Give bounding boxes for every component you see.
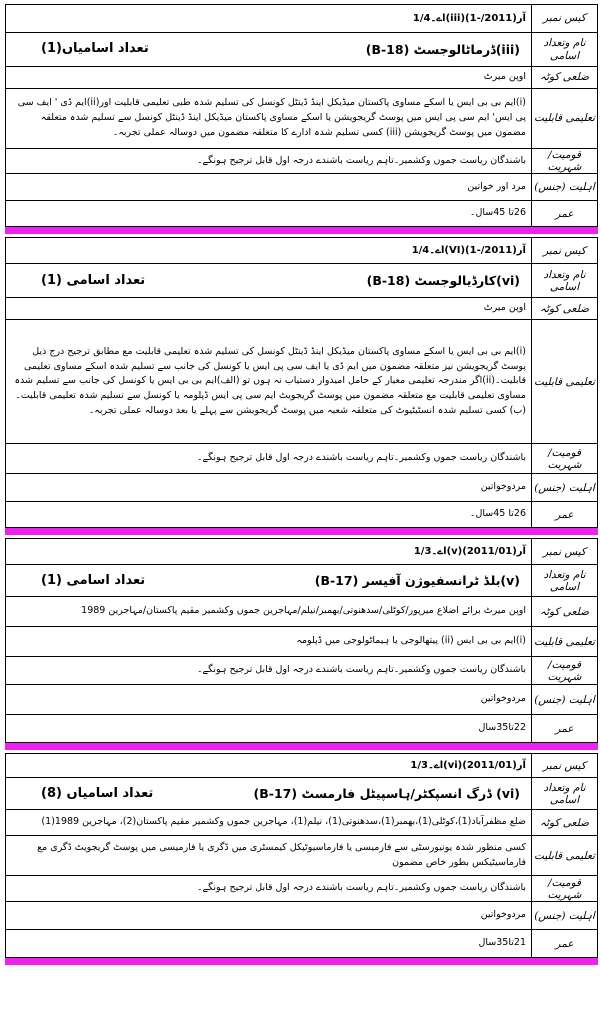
district-quota-label: ضلعی کوٹہ: [532, 810, 598, 836]
case-table: [5, 237, 598, 528]
post-title: (iii)ڈرماٹالوجسٹ (B-18): [365, 41, 520, 57]
post-name-label: نام وتعداد اسامی: [532, 33, 598, 67]
eligibility-value: مرد اور خواتین: [6, 174, 532, 201]
post-count: تعداد اسامیاں(1): [41, 41, 149, 57]
district-quota-value: اوپن میرٹ برائے اضلاع میرپور/کوٹلی/سدھنوتی/بھمبر/نیلم/مہاجرین جموں وکشمیر مقیم پاکستان/مہاجرین 1989: [6, 597, 532, 627]
case-table: [5, 4, 598, 227]
case-block-2: [5, 237, 598, 535]
post-count: تعداد اسامیاں (8): [41, 785, 154, 801]
qualification-label: تعلیمی قابلیت: [532, 627, 598, 657]
eligibility-value: مردوخواتین: [6, 685, 532, 715]
qualification-value: (i)ایم بی بی ایس (ii) پیتھالوجی یا ہیماٹولوجی میں ڈپلومہ: [6, 627, 532, 657]
post-title: (vi) ڈرگ انسپکٹر/ہاسپیٹل فارمسٹ (B-17): [253, 785, 520, 801]
case-no-value: اے۔1/4(iii)آر(2011/-1): [412, 12, 526, 24]
case-no-value: اے۔1/3(vi)آر(2011/01): [410, 759, 526, 771]
eligibility-label: اہلیت (جنس): [532, 174, 598, 201]
qualification-label: تعلیمی قابلیت: [532, 320, 598, 444]
eligibility-label: اہلیت (جنس): [532, 685, 598, 715]
district-quota-label: ضلعی کوٹہ: [532, 298, 598, 320]
nationality-label: قومیت/شہریت: [532, 149, 598, 174]
district-quota-label: ضلعی کوٹہ: [532, 597, 598, 627]
case-block-4: [5, 753, 598, 965]
eligibility-label: اہلیت (جنس): [532, 902, 598, 930]
nationality-value: باشندگان ریاست جموں وکشمیر۔تاہم ریاست باشندے درجہ اول قابل ترجیح ہونگے۔: [6, 444, 532, 474]
district-quota-value: اوپن میرٹ: [6, 298, 532, 320]
age-value: 22تا35سال: [6, 715, 532, 743]
magenta-separator: [5, 528, 598, 535]
nationality-value: باشندگان ریاست جموں وکشمیر۔تاہم ریاست باشندے درجہ اول قابل ترجیح ہونگے۔: [6, 876, 532, 902]
magenta-separator: [5, 227, 598, 234]
magenta-separator: [5, 958, 598, 965]
post-count: تعداد اسامی (1): [41, 272, 146, 288]
case-no-label: کیس نمبر: [532, 238, 598, 264]
age-label: عمر: [532, 502, 598, 528]
qualification-label: تعلیمی قابلیت: [532, 89, 598, 149]
case-no-value: اے۔1/3(v)آر(2011/01): [413, 545, 526, 557]
age-label: عمر: [532, 201, 598, 227]
case-no-label: کیس نمبر: [532, 539, 598, 565]
qualification-label: تعلیمی قابلیت: [532, 836, 598, 876]
case-table: [5, 753, 598, 958]
district-quota-value: ضلع مظفرآباد(1)،کوٹلی(1)،بھمبر(1)،سدھنوتی(1)، نیلم(1)، مہاجرین جموں وکشمیر مقیم پاکستان(2)، مہاجرین 1989(1): [6, 810, 532, 836]
case-no-label: کیس نمبر: [532, 754, 598, 778]
eligibility-label: اہلیت (جنس): [532, 474, 598, 502]
post-name-label: نام وتعداد اسامی: [532, 778, 598, 810]
post-title: (v)بلڈ ٹرانسفیوژن آفیسر (B-17): [314, 572, 520, 588]
case-no-value: اے۔1/4(VI)آر(2011/-1): [411, 244, 526, 256]
district-quota-value: اوپن میرٹ: [6, 67, 532, 89]
case-block-3: [5, 538, 598, 750]
post-name-label: نام وتعداد اسامی: [532, 565, 598, 597]
age-label: عمر: [532, 715, 598, 743]
case-no-label: کیس نمبر: [532, 5, 598, 33]
eligibility-value: مردوخواتین: [6, 474, 532, 502]
age-value: 26تا 45سال۔: [6, 201, 532, 227]
age-value: 26تا 45سال۔: [6, 502, 532, 528]
case-block-1: [5, 4, 598, 234]
nationality-label: قومیت/شہریت: [532, 444, 598, 474]
post-name-label: نام وتعداد اسامی: [532, 264, 598, 298]
nationality-label: قومیت/شہریت: [532, 876, 598, 902]
eligibility-value: مردوخواتین: [6, 902, 532, 930]
post-count: تعداد اسامی (1): [41, 572, 146, 588]
district-quota-label: ضلعی کوٹہ: [532, 67, 598, 89]
nationality-label: قومیت/شہریت: [532, 657, 598, 685]
post-title: (vi)کارڈیالوجسٹ (B-18): [366, 272, 520, 288]
nationality-value: باشندگان ریاست جموں وکشمیر۔تاہم ریاست باشندے درجہ اول قابل ترجیح ہونگے۔: [6, 149, 532, 174]
qualification-value: کسی منظور شدہ یونیورسٹی سے فارمیسی یا فارماسیوٹیکل کیمسٹری میں ڈگری یا فارمیسی میں پوسٹ گریجویٹ ڈگری مع فارماسیٹیکس بطور خاص مضمون: [6, 836, 532, 876]
qualification-value: (i)ایم بی بی ایس یا اسکے مساوی پاکستان میڈیکل اینڈ ڈینٹل کونسل کی تسلیم شدہ طبی تعلیمی قابلیت اور(ii)ایم ڈی ' ایف سی پی ایس' ایم سی پی ایس میں پوسٹ گریجویشن یا اسکے مساوی پاکستان میڈیکل اینڈ ڈینٹل کونسل سے تسلیم شدہ متعلقہ مضمون میں پوسٹ گریجویشن (iii) کسی تسلیم شدہ ادارے کا متعلقہ مضمون میں دوسالہ عملی تجربہ۔: [6, 89, 532, 149]
age-value: 21تا35سال: [6, 930, 532, 958]
qualification-value: (i)ایم بی بی ایس یا اسکے مساوی پاکستان میڈیکل اینڈ ڈینٹل کونسل کی تسلیم شدہ تعلیمی قابلیت مع مطابق ترجیح درج ذیل پوسٹ گریجویشن نیز متعلقہ مضمون میں ایم ڈی یا ایف سی پی ایس یا کونسل کی جانب سے تسلیم شدہ اسکے مساوی تعلیمی قابلیت۔(ii)اگر مندرجہ تعلیمی معیار کے حامل امیدوار دستیاب نہ ہوں تو (الف)ایم بی بی ایس یا کونسل کی جانب سے تسلیم شدہ مساوی تعلیمی قابلیت مع متعلقہ مضمون میں پوسٹ گریجویٹ ایم سی پی ایس ڈپلومہ یا کونسل سے تسلیم شدہ تعلیمی قابلیت۔(ب) کسی تسلیم شدہ انسٹیٹیوٹ کی متعلقہ شعبہ میں پوسٹ گریجویشن سے پہلے یا بعد دوسالہ عملی تجربہ۔: [6, 320, 532, 444]
magenta-separator: [5, 743, 598, 750]
age-label: عمر: [532, 930, 598, 958]
case-table: [5, 538, 598, 743]
nationality-value: باشندگان ریاست جموں وکشمیر۔تاہم ریاست باشندے درجہ اول قابل ترجیح ہونگے۔: [6, 657, 532, 685]
